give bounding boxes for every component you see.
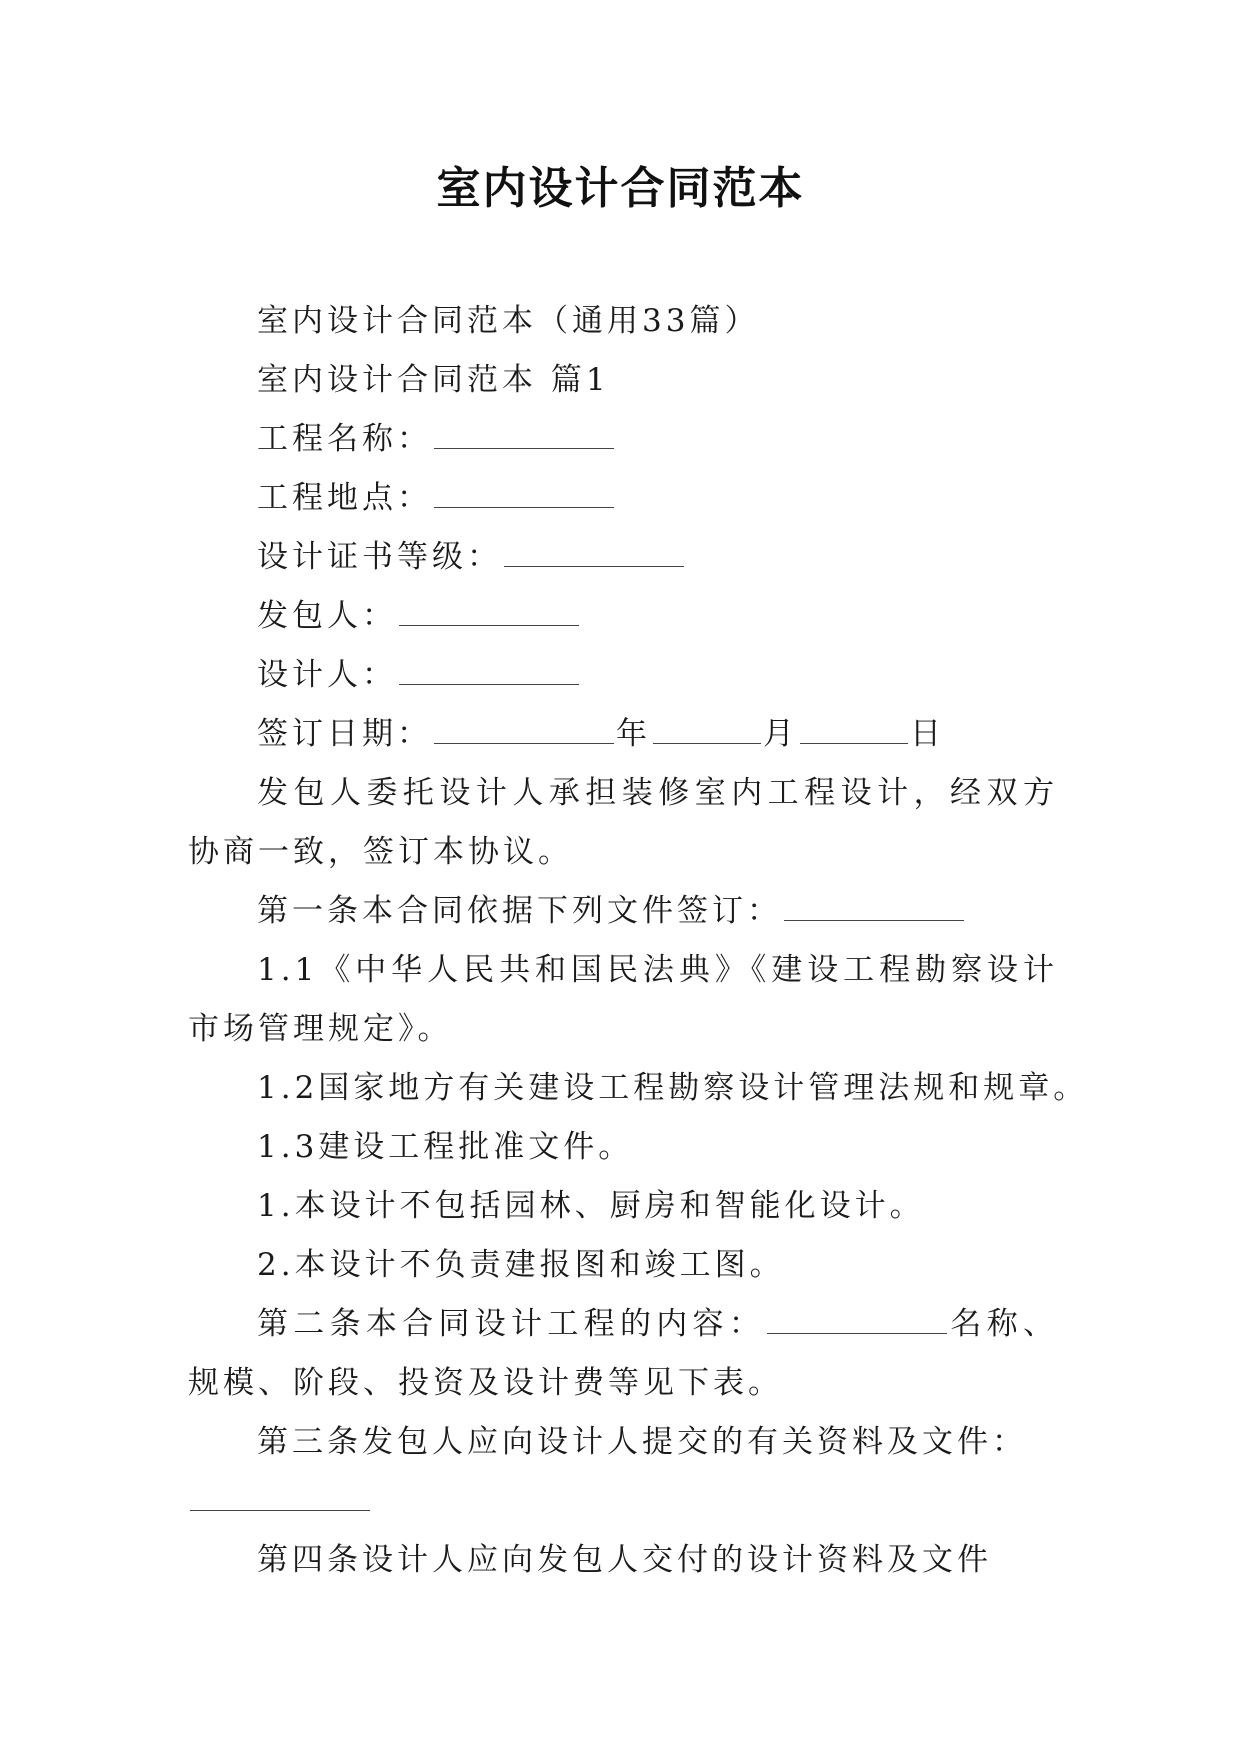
article-2-text-a: 第二条本合同设计工程的内容：	[257, 1306, 766, 1342]
article-1-2: 1.2国家地方有关建设工程勘察设计管理法规和规章。	[257, 1070, 1089, 1106]
client-row	[188, 587, 1058, 646]
article-1-blank	[784, 896, 964, 921]
project-name-label: 工程名称：	[257, 421, 432, 457]
article-2-blank	[767, 1309, 947, 1334]
article-2	[188, 1295, 1058, 1413]
cert-level-label: 设计证书等级：	[257, 539, 502, 575]
article-3-blank	[190, 1486, 370, 1511]
intro-paragraph: 发包人委托设计人承担装修室内工程设计，经双方协商一致，签订本协议。	[188, 775, 1058, 870]
note-1: 1.本设计不包括园林、厨房和智能化设计。	[257, 1188, 925, 1224]
article-3: 第三条发包人应向设计人提交的有关资料及文件：	[257, 1424, 1027, 1460]
project-location-blank	[434, 483, 614, 508]
designer-row	[188, 646, 1058, 705]
cert-level-blank	[504, 542, 684, 567]
cert-level-row	[188, 528, 1058, 587]
client-blank	[399, 601, 579, 626]
project-name-row	[188, 410, 1058, 469]
project-location-label: 工程地点：	[257, 480, 432, 516]
article-1-text: 第一条本合同依据下列文件签订：	[257, 893, 782, 929]
article-1-1: 1.1《中华人民共和国民法典》《建设工程勘察设计市场管理规定》。	[188, 952, 1058, 1047]
day-blank	[800, 719, 908, 744]
article-1	[188, 882, 1058, 941]
designer-blank	[399, 660, 579, 685]
day-label: 日	[910, 716, 945, 752]
chapter-heading: 室内设计合同范本 篇1	[257, 362, 610, 398]
article-3-blank-row	[188, 1472, 1058, 1531]
article-4: 第四条设计人应向发包人交付的设计资料及文件	[257, 1542, 992, 1578]
subtitle: 室内设计合同范本（通用33篇）	[257, 303, 760, 339]
year-label: 年	[616, 716, 651, 752]
year-blank	[434, 719, 614, 744]
month-label: 月	[763, 716, 798, 752]
document-body	[188, 292, 1089, 1590]
designer-label: 设计人：	[257, 657, 397, 693]
month-blank	[653, 719, 761, 744]
document-title: 室内设计合同范本	[436, 163, 805, 214]
project-location-row	[188, 469, 1058, 528]
client-label: 发包人：	[257, 598, 397, 634]
project-name-blank	[434, 424, 614, 449]
sign-date-label: 签订日期：	[257, 716, 432, 752]
note-2: 2.本设计不负责建报图和竣工图。	[257, 1247, 785, 1283]
sign-date-row	[188, 705, 1058, 764]
article-1-3: 1.3建设工程批准文件。	[257, 1129, 634, 1165]
article-2-text-b: 名称、规模、阶段、投资及设计费等见下表。	[188, 1306, 1059, 1401]
